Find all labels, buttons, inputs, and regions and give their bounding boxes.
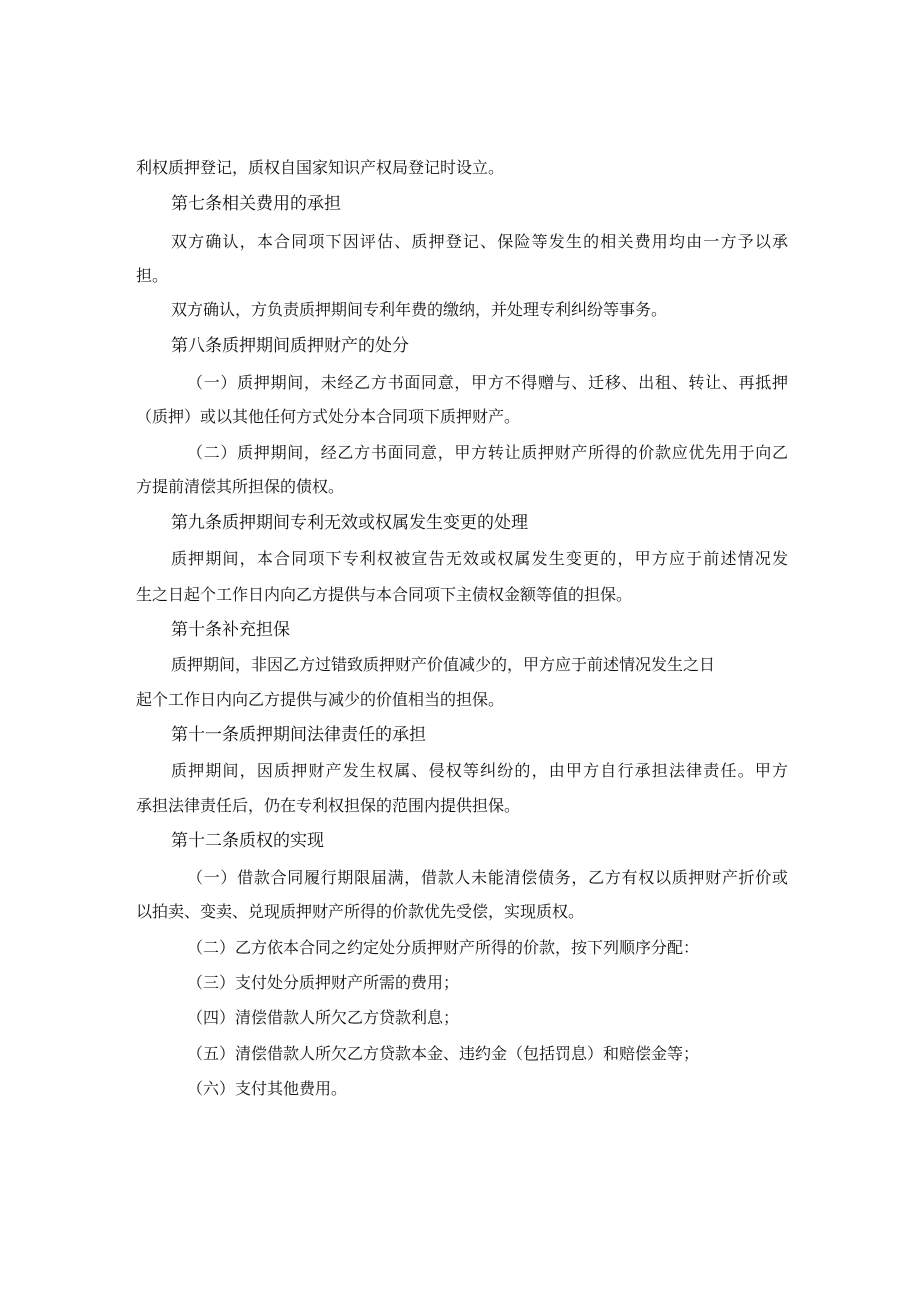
paragraph-line: 质押期间，非因乙方过错致质押财产价值减少的，甲方应于前述情况发生之日 — [171, 655, 716, 674]
paragraph-line: 担。 — [136, 266, 169, 285]
paragraph-line: （四）清偿借款人所欠乙方贷款利息； — [187, 1008, 460, 1027]
paragraph-line: 质押期间，因质押财产发生权属、侵权等纠纷的，由甲方自行承担法律责任。甲方 — [171, 761, 788, 780]
paragraph-line: 双方确认，方负责质押期间专利年费的缴纳，并处理专利纠纷等事务。 — [171, 300, 668, 319]
paragraph-line: （五）清偿借款人所欠乙方贷款本金、违约金（包括罚息）和赔偿金等； — [187, 1044, 700, 1063]
paragraph-line: 质押期间，本合同项下专利权被宣告无效或权属发生变更的，甲方应于前述情况发 — [171, 549, 788, 568]
paragraph-line: （一）借款合同履行期限届满，借款人未能清偿债务，乙方有权以质押财产折价或 — [187, 868, 788, 887]
paragraph-line: 生之日起个工作日内向乙方提供与本合同项下主债权金额等值的担保。 — [136, 585, 633, 604]
paragraph-line: （一）质押期间，未经乙方书面同意，甲方不得赠与、迁移、出租、转让、再抵押 — [187, 373, 788, 392]
section-heading: 第十一条质押期间法律责任的承担 — [171, 725, 426, 745]
section-heading: 第十条补充担保 — [171, 620, 290, 640]
paragraph-line: 起个工作日内向乙方提供与减少的价值相当的担保。 — [136, 690, 505, 709]
paragraph-line: 利权质押登记，质权自国家知识产权局登记时设立。 — [136, 158, 505, 177]
paragraph-line: （二）乙方依本合同之约定处分质押财产所得的价款，按下列顺序分配： — [187, 938, 700, 957]
paragraph-line: （三）支付处分质押财产所需的费用； — [187, 973, 460, 992]
section-heading: 第七条相关费用的承担 — [171, 194, 341, 214]
paragraph-line: （质押）或以其他任何方式处分本合同项下质押财产。 — [136, 407, 521, 426]
paragraph-line: 承担法律责任后，仍在专利权担保的范围内提供担保。 — [136, 796, 521, 815]
paragraph-line: 双方确认，本合同项下因评估、质押登记、保险等发生的相关费用均由一方予以承 — [171, 232, 788, 251]
section-heading: 第九条质押期间专利无效或权属发生变更的处理 — [171, 513, 528, 533]
section-heading: 第八条质押期间质押财产的处分 — [171, 336, 409, 356]
paragraph-line: （六）支付其他费用。 — [187, 1079, 348, 1098]
paragraph-line: 方提前清偿其所担保的债权。 — [136, 477, 345, 496]
section-heading: 第十二条质权的实现 — [171, 831, 324, 851]
paragraph-line: 以拍卖、变卖、兑现质押财产所得的价款优先受偿，实现质权。 — [136, 902, 585, 921]
paragraph-line: （二）质押期间，经乙方书面同意，甲方转让质押财产所得的价款应优先用于向乙 — [187, 443, 788, 462]
